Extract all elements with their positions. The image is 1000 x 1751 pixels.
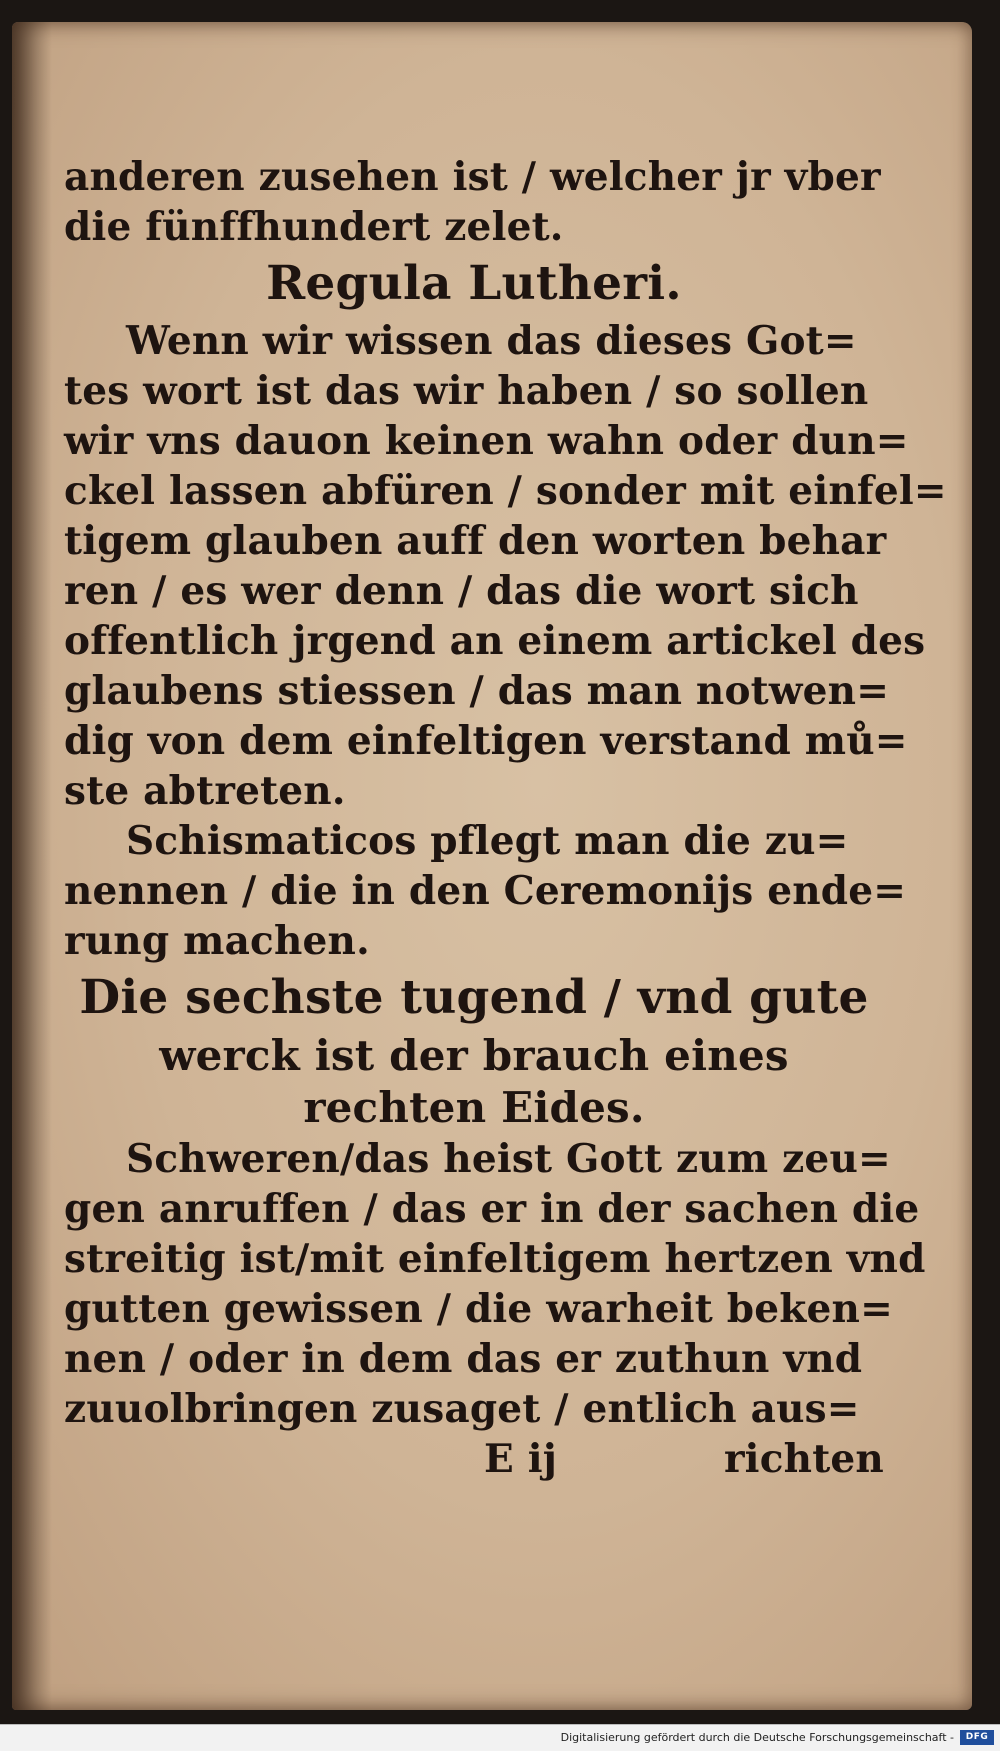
heading-sechste-tugend-line2: werck ist der brauch eines [159,1031,789,1080]
spine-shadow [12,22,52,1710]
signature-mark: E ij [484,1436,558,1482]
heading-sechste-tugend: Die sechste tugend / vnd gute [79,970,869,1025]
text-line: Wenn wir wissen das dieses Got= [126,318,857,364]
text-line: die fünffhundert zelet. [64,204,564,250]
heading-sechste-tugend-line3: rechten Eides. [303,1083,645,1132]
text-line: anderen zusehen ist / welcher jr vber [64,154,881,200]
text-line: tigem glauben auff den worten behar [64,518,887,564]
text-line: Schweren/das heist Gott zum zeu= [126,1136,891,1182]
text-line: ren / es wer denn / das die wort sich [64,568,859,614]
text-line: rung machen. [64,918,370,964]
book-page [12,22,972,1710]
text-line: glaubens stiessen / das man notwen= [64,668,890,714]
catchword: richten [723,1436,884,1482]
footer-bar [0,1724,1000,1751]
text-line: wir vns dauon keinen wahn oder dun= [64,418,909,464]
text-line: gutten gewissen / die warheit beken= [64,1286,893,1332]
signature-line [64,1434,884,1488]
text-line: gen anruffen / das er in der sachen die [64,1186,920,1232]
footer-credit: Digitalisierung gefördert durch die Deutsche Forschungsgemeinschaft - [560,1731,954,1744]
text-line: tes wort ist das wir haben / so sollen [64,368,869,414]
dfg-logo: DFG [960,1730,994,1745]
text-line: offentlich jrgend an einem artickel des [64,618,926,664]
text-line: nen / oder in dem das er zuthun vnd [64,1336,863,1382]
text-line: streitig ist/mit einfeltigem hertzen vnd [64,1236,926,1282]
text-line: ckel lassen abfüren / sonder mit einfel= [64,468,947,514]
text-line: nennen / die in den Ceremonijs ende= [64,868,907,914]
page-text [64,152,947,1488]
text-line: dig von dem einfeltigen verstand mů= [64,718,908,764]
text-line: Schismaticos pflegt man die zu= [126,818,849,864]
text-line: zuuolbringen zusaget / entlich aus= [64,1386,860,1432]
heading-regula-lutheri: Regula Lutheri. [266,256,682,311]
text-line: ste abtreten. [64,768,346,814]
